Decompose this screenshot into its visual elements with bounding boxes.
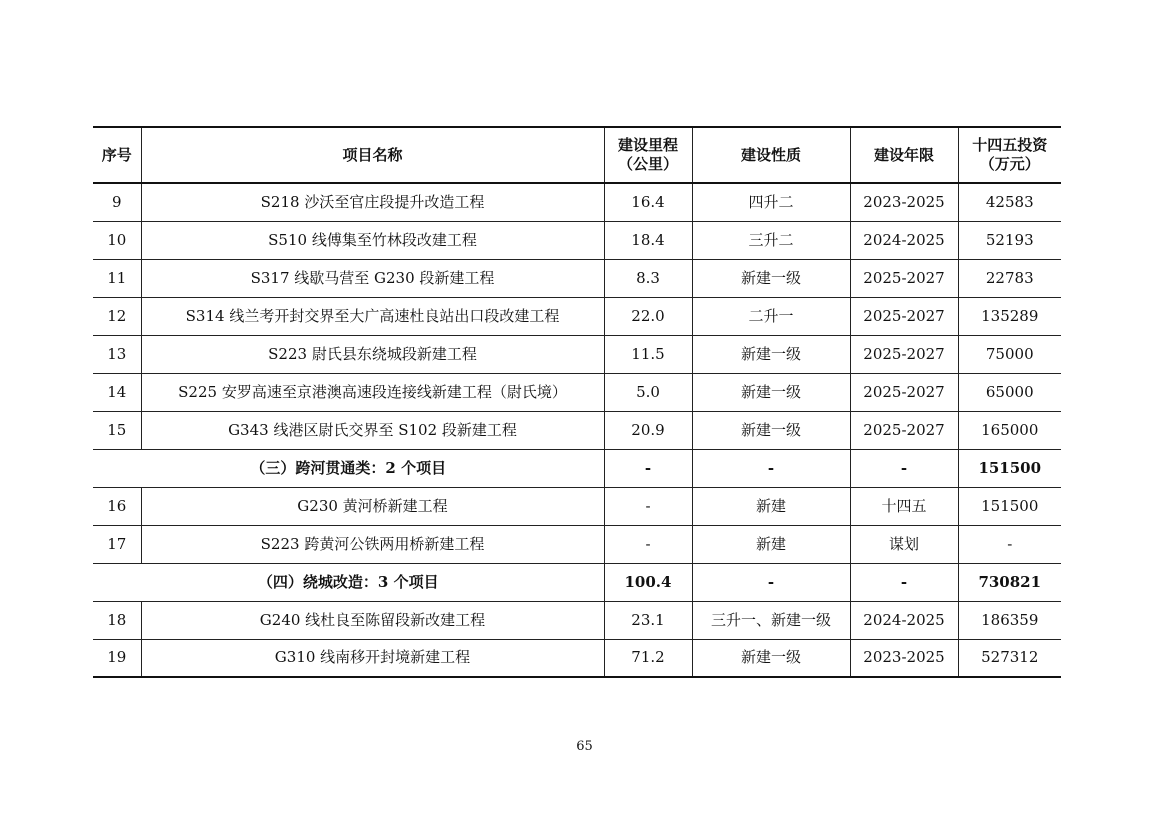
cell-period: 2025-2027 [850,335,958,373]
cell-period: 2024-2025 [850,221,958,259]
project-table [93,126,1061,678]
table-row [93,335,1061,373]
cell-period: 2025-2027 [850,259,958,297]
table-row [93,297,1061,335]
cell-seq: 16 [93,487,141,525]
table-row [93,639,1061,677]
cell-period: - [850,563,958,601]
cell-invest: 135289 [958,297,1061,335]
subtotal-row [93,563,1061,601]
cell-nature: 新建 [692,525,850,563]
cell-invest: 52193 [958,221,1061,259]
cell-nature: - [692,563,850,601]
cell-nature: 三升一、新建一级 [692,601,850,639]
cell-name: S225 安罗高速至京港澳高速段连接线新建工程（尉氏境） [141,373,604,411]
cell-invest: 151500 [958,487,1061,525]
cell-invest: 730821 [958,563,1061,601]
cell-seq: 15 [93,411,141,449]
table-row [93,183,1061,221]
header-invest-line2: （万元） [979,155,1040,173]
cell-seq: 17 [93,525,141,563]
cell-invest: 75000 [958,335,1061,373]
header-mileage-line1: 建设里程 [617,136,678,154]
table-body [93,183,1061,677]
cell-mileage: 5.0 [604,373,692,411]
cell-invest: 22783 [958,259,1061,297]
header-row [93,127,1061,183]
table-row [93,221,1061,259]
cell-mileage: 23.1 [604,601,692,639]
cell-seq: 13 [93,335,141,373]
cell-name: G230 黄河桥新建工程 [141,487,604,525]
cell-period: 2023-2025 [850,183,958,221]
cell-period: 2025-2027 [850,297,958,335]
header-nature: 建设性质 [692,127,850,183]
cell-period: 十四五 [850,487,958,525]
cell-nature: 新建一级 [692,639,850,677]
cell-invest: - [958,525,1061,563]
cell-invest: 42583 [958,183,1061,221]
cell-invest: 165000 [958,411,1061,449]
cell-invest: 65000 [958,373,1061,411]
cell-mileage: 18.4 [604,221,692,259]
header-invest [958,127,1061,183]
cell-mileage: 100.4 [604,563,692,601]
cell-nature: 四升二 [692,183,850,221]
cell-nature: 三升二 [692,221,850,259]
cell-mileage: 16.4 [604,183,692,221]
subtotal-label: （四）绕城改造：3 个项目 [93,563,604,601]
header-invest-line1: 十四五投资 [972,136,1048,154]
header-mileage [604,127,692,183]
header-name: 项目名称 [141,127,604,183]
cell-nature: - [692,449,850,487]
cell-invest: 527312 [958,639,1061,677]
cell-name: S223 跨黄河公铁两用桥新建工程 [141,525,604,563]
cell-period: 2025-2027 [850,411,958,449]
cell-seq: 12 [93,297,141,335]
cell-period: 2025-2027 [850,373,958,411]
cell-name: G343 线港区尉氏交界至 S102 段新建工程 [141,411,604,449]
cell-period: 谋划 [850,525,958,563]
subtotal-row [93,449,1061,487]
cell-period: - [850,449,958,487]
cell-seq: 18 [93,601,141,639]
cell-nature: 二升一 [692,297,850,335]
table-header [93,127,1061,183]
table-row [93,411,1061,449]
table-row [93,525,1061,563]
cell-mileage: - [604,487,692,525]
cell-name: S218 沙沃至官庄段提升改造工程 [141,183,604,221]
table-row [93,601,1061,639]
cell-seq: 19 [93,639,141,677]
cell-seq: 10 [93,221,141,259]
table-row [93,259,1061,297]
cell-mileage: - [604,449,692,487]
cell-name: S510 线傅集至竹林段改建工程 [141,221,604,259]
cell-period: 2024-2025 [850,601,958,639]
cell-mileage: 11.5 [604,335,692,373]
cell-nature: 新建一级 [692,373,850,411]
cell-nature: 新建一级 [692,335,850,373]
header-mileage-line2: （公里） [617,155,678,173]
cell-name: G310 线南移开封境新建工程 [141,639,604,677]
cell-nature: 新建一级 [692,411,850,449]
header-seq: 序号 [93,127,141,183]
cell-invest: 151500 [958,449,1061,487]
cell-name: G240 线杜良至陈留段新改建工程 [141,601,604,639]
header-period: 建设年限 [850,127,958,183]
cell-mileage: 22.0 [604,297,692,335]
cell-name: S314 线兰考开封交界至大广高速杜良站出口段改建工程 [141,297,604,335]
cell-mileage: - [604,525,692,563]
cell-mileage: 8.3 [604,259,692,297]
table-row [93,487,1061,525]
cell-period: 2023-2025 [850,639,958,677]
cell-nature: 新建一级 [692,259,850,297]
cell-mileage: 71.2 [604,639,692,677]
cell-name: S317 线歇马营至 G230 段新建工程 [141,259,604,297]
cell-invest: 186359 [958,601,1061,639]
subtotal-label: （三）跨河贯通类：2 个项目 [93,449,604,487]
cell-name: S223 尉氏县东绕城段新建工程 [141,335,604,373]
cell-seq: 14 [93,373,141,411]
page-number: 65 [576,739,593,754]
cell-seq: 9 [93,183,141,221]
table-row [93,373,1061,411]
cell-nature: 新建 [692,487,850,525]
cell-seq: 11 [93,259,141,297]
cell-mileage: 20.9 [604,411,692,449]
